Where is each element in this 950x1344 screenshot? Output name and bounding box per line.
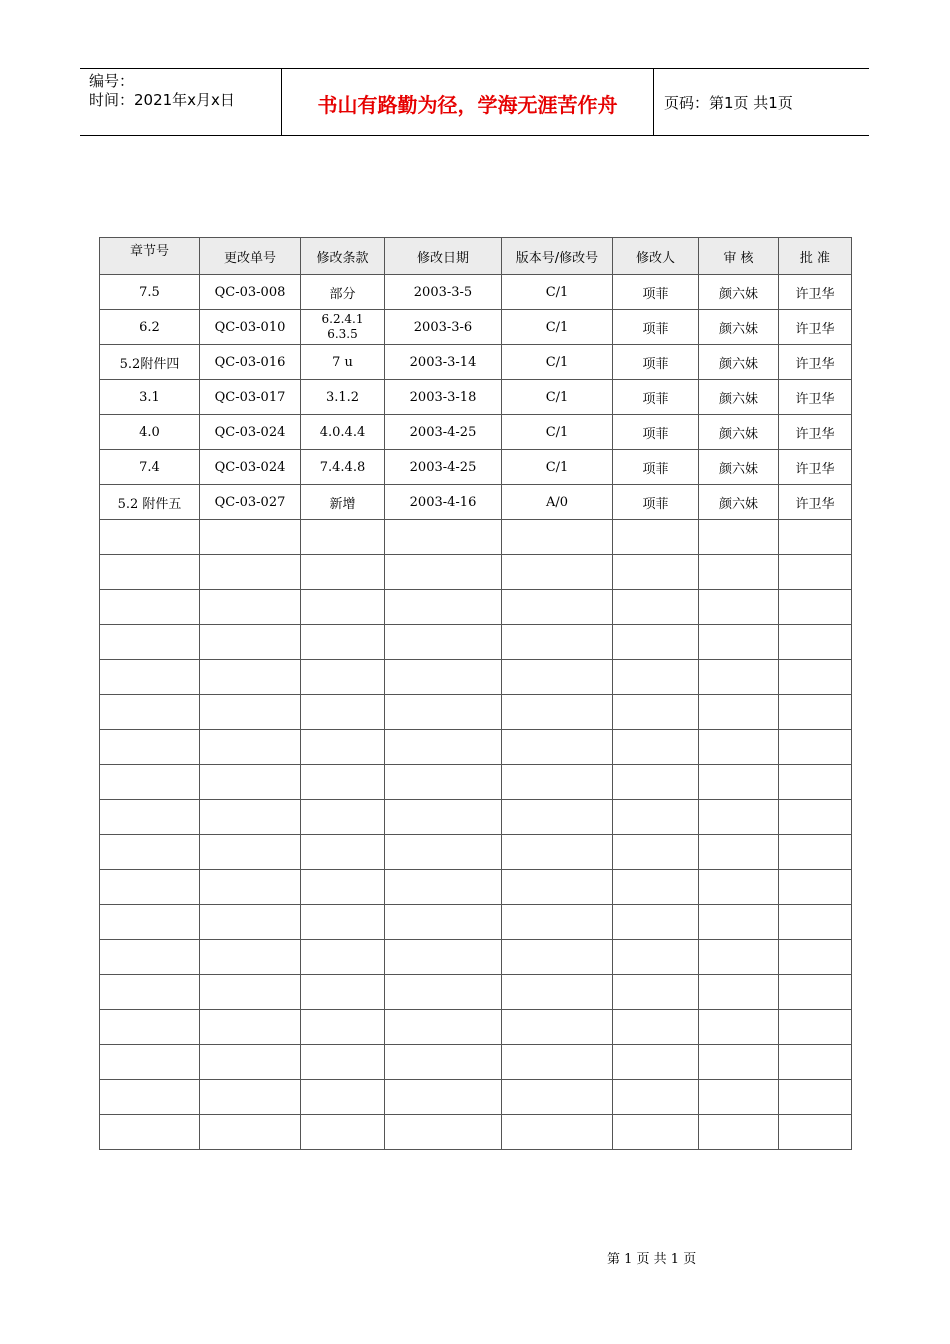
- empty-cell: [200, 660, 301, 695]
- empty-cell: [502, 730, 613, 765]
- empty-cell: [613, 625, 699, 660]
- empty-cell: [200, 695, 301, 730]
- cell-approver: 许卫华: [779, 380, 852, 415]
- empty-cell: [699, 590, 779, 625]
- empty-cell: [301, 520, 385, 555]
- cell-version: C/1: [502, 380, 613, 415]
- cell-approver: 许卫华: [779, 310, 852, 345]
- cell-editor: 项菲: [613, 450, 699, 485]
- table-row: [100, 345, 852, 380]
- empty-cell: [779, 1080, 852, 1115]
- empty-cell: [100, 905, 200, 940]
- cell-clause: 4.0.4.4: [301, 415, 385, 450]
- empty-cell: [502, 975, 613, 1010]
- empty-cell: [200, 1010, 301, 1045]
- empty-cell: [779, 835, 852, 870]
- empty-cell: [502, 905, 613, 940]
- empty-cell: [200, 1115, 301, 1150]
- cell-date: 2003-4-25: [385, 415, 502, 450]
- header-meta: [80, 69, 281, 135]
- cell-editor: 项菲: [613, 310, 699, 345]
- empty-cell: [699, 765, 779, 800]
- empty-cell: [385, 555, 502, 590]
- col-header-approver: 批 准: [779, 238, 852, 275]
- empty-cell: [502, 695, 613, 730]
- cell-change-no: QC-03-027: [200, 485, 301, 520]
- empty-cell: [502, 590, 613, 625]
- empty-cell: [699, 730, 779, 765]
- empty-cell: [779, 730, 852, 765]
- empty-cell: [699, 940, 779, 975]
- empty-cell: [502, 1010, 613, 1045]
- cell-chapter: 5.2 附件五: [100, 485, 200, 520]
- cell-reviewer: 颜六妹: [699, 310, 779, 345]
- empty-cell: [100, 940, 200, 975]
- empty-cell: [613, 555, 699, 590]
- cell-approver: 许卫华: [779, 485, 852, 520]
- cell-clause: 部分: [301, 275, 385, 310]
- cell-approver: 许卫华: [779, 415, 852, 450]
- empty-cell: [613, 1010, 699, 1045]
- empty-cell: [779, 590, 852, 625]
- cell-chapter: 3.1: [100, 380, 200, 415]
- empty-cell: [613, 905, 699, 940]
- empty-cell: [385, 1080, 502, 1115]
- empty-table-row: [100, 1115, 852, 1150]
- empty-table-row: [100, 975, 852, 1010]
- empty-cell: [699, 835, 779, 870]
- number-label: 编号：: [89, 72, 135, 90]
- cell-date: 2003-3-5: [385, 275, 502, 310]
- empty-cell: [699, 870, 779, 905]
- empty-table-row: [100, 905, 852, 940]
- cell-version: A/0: [502, 485, 613, 520]
- empty-table-row: [100, 555, 852, 590]
- empty-cell: [779, 555, 852, 590]
- col-header-clause: 修改条款: [301, 238, 385, 275]
- empty-cell: [100, 835, 200, 870]
- empty-table-row: [100, 590, 852, 625]
- header-motto: 书山有路勤为径，学海无涯苦作舟: [281, 69, 654, 135]
- empty-cell: [385, 1045, 502, 1080]
- empty-cell: [200, 870, 301, 905]
- empty-table-row: [100, 765, 852, 800]
- cell-clause: 新增: [301, 485, 385, 520]
- empty-cell: [699, 1115, 779, 1150]
- empty-cell: [779, 520, 852, 555]
- cell-version: C/1: [502, 450, 613, 485]
- empty-cell: [699, 800, 779, 835]
- cell-reviewer: 颜六妹: [699, 345, 779, 380]
- cell-chapter: 6.2: [100, 310, 200, 345]
- empty-cell: [100, 1045, 200, 1080]
- empty-cell: [613, 1115, 699, 1150]
- cell-date: 2003-3-18: [385, 380, 502, 415]
- empty-cell: [385, 835, 502, 870]
- cell-clause: [301, 310, 385, 345]
- empty-cell: [100, 660, 200, 695]
- cell-change-no: QC-03-016: [200, 345, 301, 380]
- cell-editor: 项菲: [613, 380, 699, 415]
- cell-version: C/1: [502, 415, 613, 450]
- cell-approver: 许卫华: [779, 450, 852, 485]
- empty-cell: [385, 800, 502, 835]
- empty-cell: [699, 1010, 779, 1045]
- empty-cell: [100, 695, 200, 730]
- empty-cell: [385, 940, 502, 975]
- empty-cell: [385, 520, 502, 555]
- cell-reviewer: 颜六妹: [699, 275, 779, 310]
- cell-date: 2003-4-25: [385, 450, 502, 485]
- cell-approver: 许卫华: [779, 275, 852, 310]
- empty-cell: [502, 800, 613, 835]
- table-row: [100, 275, 852, 310]
- empty-cell: [613, 870, 699, 905]
- empty-cell: [200, 975, 301, 1010]
- empty-cell: [502, 870, 613, 905]
- empty-cell: [385, 765, 502, 800]
- empty-cell: [200, 590, 301, 625]
- empty-cell: [699, 1045, 779, 1080]
- empty-cell: [301, 555, 385, 590]
- empty-cell: [613, 765, 699, 800]
- empty-cell: [200, 905, 301, 940]
- empty-cell: [100, 730, 200, 765]
- cell-reviewer: 颜六妹: [699, 415, 779, 450]
- empty-cell: [502, 555, 613, 590]
- table-row: [100, 415, 852, 450]
- empty-cell: [100, 555, 200, 590]
- empty-cell: [301, 800, 385, 835]
- empty-table-row: [100, 1080, 852, 1115]
- empty-cell: [613, 590, 699, 625]
- cell-version: C/1: [502, 310, 613, 345]
- empty-cell: [502, 1080, 613, 1115]
- empty-cell: [613, 1080, 699, 1115]
- empty-cell: [779, 940, 852, 975]
- empty-cell: [200, 1080, 301, 1115]
- cell-approver: 许卫华: [779, 345, 852, 380]
- empty-cell: [200, 1045, 301, 1080]
- table-header-row: [100, 238, 852, 275]
- col-header-date: 修改日期: [385, 238, 502, 275]
- empty-cell: [200, 555, 301, 590]
- cell-version: C/1: [502, 345, 613, 380]
- revision-table: [99, 237, 852, 1150]
- cell-reviewer: 颜六妹: [699, 450, 779, 485]
- table-row: [100, 450, 852, 485]
- empty-table-row: [100, 940, 852, 975]
- empty-cell: [613, 800, 699, 835]
- empty-cell: [301, 1115, 385, 1150]
- empty-cell: [699, 555, 779, 590]
- empty-cell: [385, 1115, 502, 1150]
- empty-cell: [200, 800, 301, 835]
- cell-editor: 项菲: [613, 415, 699, 450]
- empty-cell: [385, 870, 502, 905]
- document-header: [80, 68, 869, 136]
- empty-cell: [699, 975, 779, 1010]
- empty-table-row: [100, 730, 852, 765]
- empty-table-row: [100, 870, 852, 905]
- empty-cell: [502, 765, 613, 800]
- empty-cell: [779, 1010, 852, 1045]
- cell-version: C/1: [502, 275, 613, 310]
- empty-cell: [301, 1010, 385, 1045]
- cell-clause: 7 u: [301, 345, 385, 380]
- empty-cell: [613, 695, 699, 730]
- empty-cell: [200, 835, 301, 870]
- empty-cell: [301, 870, 385, 905]
- empty-cell: [779, 695, 852, 730]
- cell-reviewer: 颜六妹: [699, 380, 779, 415]
- empty-cell: [779, 975, 852, 1010]
- empty-cell: [100, 520, 200, 555]
- empty-cell: [779, 870, 852, 905]
- empty-table-row: [100, 660, 852, 695]
- empty-cell: [613, 940, 699, 975]
- empty-table-row: [100, 695, 852, 730]
- empty-cell: [699, 625, 779, 660]
- col-header-version: 版本号/修改号: [502, 238, 613, 275]
- cell-change-no: QC-03-017: [200, 380, 301, 415]
- cell-chapter: 5.2附件四: [100, 345, 200, 380]
- empty-cell: [301, 730, 385, 765]
- cell-date: 2003-3-6: [385, 310, 502, 345]
- cell-clause: 3.1.2: [301, 380, 385, 415]
- col-header-chapter: 章节号: [100, 238, 200, 275]
- empty-table-row: [100, 835, 852, 870]
- empty-cell: [779, 1045, 852, 1080]
- cell-clause-line: 6.2.4.1: [321, 312, 364, 326]
- empty-cell: [385, 730, 502, 765]
- cell-change-no: QC-03-010: [200, 310, 301, 345]
- empty-cell: [301, 765, 385, 800]
- empty-cell: [385, 695, 502, 730]
- empty-cell: [779, 765, 852, 800]
- empty-cell: [100, 1080, 200, 1115]
- empty-table-row: [100, 625, 852, 660]
- empty-cell: [100, 1115, 200, 1150]
- cell-date: 2003-3-14: [385, 345, 502, 380]
- empty-table-row: [100, 520, 852, 555]
- empty-cell: [502, 940, 613, 975]
- empty-cell: [200, 730, 301, 765]
- empty-cell: [100, 800, 200, 835]
- empty-cell: [699, 695, 779, 730]
- empty-cell: [200, 765, 301, 800]
- empty-cell: [100, 765, 200, 800]
- empty-cell: [502, 1115, 613, 1150]
- empty-cell: [301, 625, 385, 660]
- empty-cell: [502, 660, 613, 695]
- empty-cell: [502, 520, 613, 555]
- empty-cell: [385, 590, 502, 625]
- empty-cell: [100, 975, 200, 1010]
- table-row: [100, 485, 852, 520]
- empty-cell: [699, 1080, 779, 1115]
- header-page-number: 页码：第1页 共1页: [664, 93, 793, 112]
- empty-cell: [502, 835, 613, 870]
- cell-clause-line: 6.3.5: [327, 327, 358, 341]
- empty-cell: [779, 1115, 852, 1150]
- empty-cell: [613, 660, 699, 695]
- empty-cell: [100, 1010, 200, 1045]
- col-header-reviewer: 审 核: [699, 238, 779, 275]
- empty-cell: [699, 905, 779, 940]
- empty-cell: [779, 905, 852, 940]
- empty-cell: [301, 905, 385, 940]
- empty-cell: [200, 520, 301, 555]
- empty-cell: [385, 660, 502, 695]
- empty-table-row: [100, 1010, 852, 1045]
- empty-cell: [100, 590, 200, 625]
- empty-cell: [699, 520, 779, 555]
- empty-cell: [301, 1045, 385, 1080]
- col-header-editor: 修改人: [613, 238, 699, 275]
- empty-cell: [779, 625, 852, 660]
- empty-cell: [301, 975, 385, 1010]
- empty-cell: [301, 835, 385, 870]
- cell-reviewer: 颜六妹: [699, 485, 779, 520]
- empty-cell: [200, 940, 301, 975]
- col-header-change-no: 更改单号: [200, 238, 301, 275]
- empty-cell: [699, 660, 779, 695]
- cell-chapter: 4.0: [100, 415, 200, 450]
- footer-page-number: 第 1 页 共 1 页: [607, 1252, 697, 1267]
- cell-clause: 7.4.4.8: [301, 450, 385, 485]
- empty-cell: [301, 590, 385, 625]
- cell-change-no: QC-03-024: [200, 450, 301, 485]
- empty-cell: [613, 835, 699, 870]
- cell-change-no: QC-03-008: [200, 275, 301, 310]
- cell-chapter: 7.4: [100, 450, 200, 485]
- time-label: 时间：2021年x月x日: [89, 91, 235, 109]
- empty-cell: [301, 940, 385, 975]
- empty-cell: [502, 625, 613, 660]
- empty-cell: [613, 1045, 699, 1080]
- empty-cell: [502, 1045, 613, 1080]
- table-row: [100, 380, 852, 415]
- empty-cell: [613, 975, 699, 1010]
- cell-change-no: QC-03-024: [200, 415, 301, 450]
- empty-cell: [385, 975, 502, 1010]
- cell-editor: 项菲: [613, 345, 699, 380]
- empty-table-row: [100, 800, 852, 835]
- empty-cell: [613, 520, 699, 555]
- empty-cell: [779, 800, 852, 835]
- empty-cell: [301, 695, 385, 730]
- empty-cell: [301, 660, 385, 695]
- cell-chapter: 7.5: [100, 275, 200, 310]
- empty-cell: [100, 870, 200, 905]
- empty-cell: [200, 625, 301, 660]
- cell-editor: 项菲: [613, 485, 699, 520]
- empty-cell: [100, 625, 200, 660]
- empty-cell: [301, 1080, 385, 1115]
- cell-editor: 项菲: [613, 275, 699, 310]
- empty-table-row: [100, 1045, 852, 1080]
- empty-cell: [385, 1010, 502, 1045]
- empty-cell: [385, 905, 502, 940]
- empty-cell: [613, 730, 699, 765]
- cell-date: 2003-4-16: [385, 485, 502, 520]
- table-row: [100, 310, 852, 345]
- empty-cell: [385, 625, 502, 660]
- empty-cell: [779, 660, 852, 695]
